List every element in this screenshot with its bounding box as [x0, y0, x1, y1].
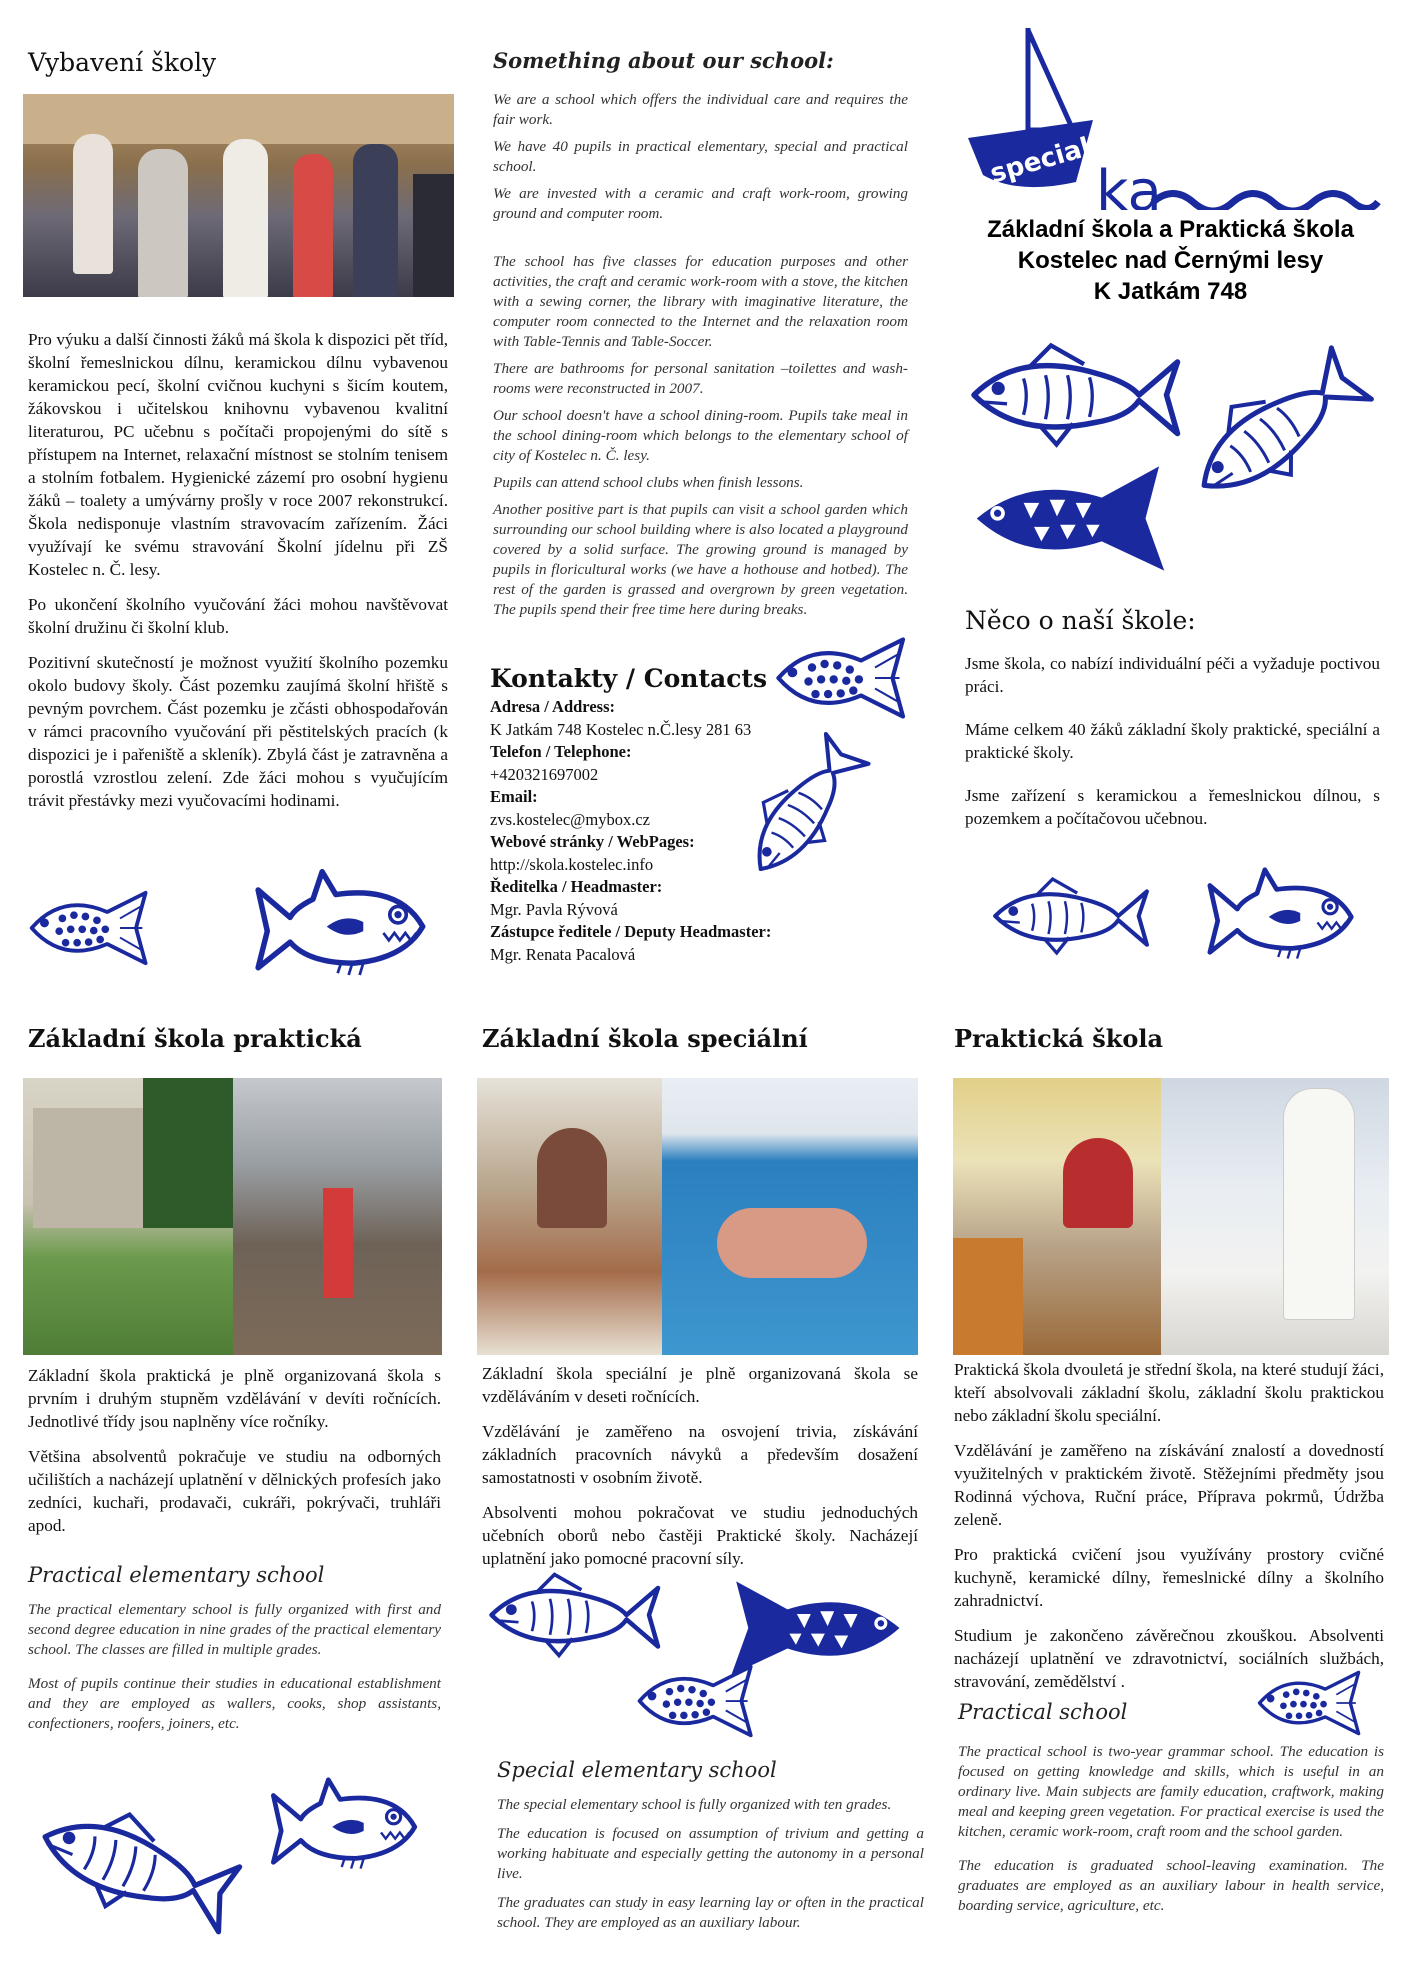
svg-text:ka: ka	[1096, 159, 1162, 210]
special-elementary-paragraph-3: Absolventi mohou pokračovat ve studiu jednoduchých učebních oborů nebo častěji Praktické školy. Nacházejí uplatnění jako pomocné pracovní síly.	[482, 1503, 918, 1568]
section-heading-practical-school: Praktická škola	[954, 1024, 1164, 1053]
photo-ceramics-and-pool	[477, 1078, 918, 1355]
practical-school-paragraph-1: Praktická škola dvouletá je střední škola, na které studují žáci, kteří absolvovali základní školu, základní školu praktickou nebo základní školu speciální.	[954, 1360, 1384, 1425]
web-label: Webové stránky / WebPages:	[490, 832, 695, 851]
fish-dark-icon	[958, 456, 1183, 581]
phone-label: Telefon / Telephone:	[490, 742, 632, 761]
headmaster-name: Mgr. Pavla Rývová	[490, 899, 618, 919]
facilities-en-paragraph-4: Pupils can attend school clubs when finish lessons.	[493, 474, 804, 491]
school-name-line-1: Základní škola a Praktická škola	[987, 216, 1354, 243]
about-en-paragraph-1: We are a school which offers the individual care and requires the fair work.	[493, 91, 908, 128]
facilities-en-paragraph-5: Another positive part is that pupils can visit a school garden which surrounding our school building where is also located a playground covered by a solid surface. The growing ground is managed by pupils in floricultural works (we have a hothouse and hotbed). The rest of the garden is grassed and overgrown by green vegetation. The pupils spend their free time here during breaks.	[493, 501, 908, 618]
section-heading-special-elementary-en: Special elementary school	[497, 1758, 777, 1782]
section-heading-practical-elementary-en: Practical elementary school	[28, 1563, 325, 1587]
practical-elementary-paragraph-2: Většina absolventů pokračuje ve studiu na odborných učilištích a nacházejí uplatnění v dělnických profesích jako zedníci, kuchaři, prodavači, cukráři, pokrývači, truhláři apod.	[28, 1447, 441, 1535]
special-elementary-paragraph-2: Vzdělávání je zaměřeno na osvojení trivia, získávání základních pracovních návyků a především dosažení samostatnosti v osobním životě.	[482, 1422, 918, 1487]
practical-school-paragraph-3: Pro praktická cvičení jsou využívány prostory cvičné kuchyně, keramické dílny, řemeslnické dílny a školního zahradnictví.	[954, 1545, 1384, 1610]
facilities-en-paragraph-2: There are bathrooms for personal sanitation –toilettes and wash-rooms were reconstructed in 2007.	[493, 360, 908, 397]
section-heading-equipment: Vybavení školy	[28, 48, 217, 77]
fish-dotted-icon	[770, 628, 910, 728]
facilities-en-paragraph-3: Our school doesn't have a school dining-room. Pupils take meal in the school dining-room which belongs to the elementary school of city of Kostelec n. Č. lesy.	[493, 407, 908, 464]
section-heading-practical-elementary: Základní škola praktická	[28, 1024, 362, 1053]
fish-striped-icon	[963, 340, 1183, 450]
school-name-line-3: K Jatkám 748	[1093, 278, 1248, 305]
phone-value: +420321697002	[490, 764, 599, 784]
about-cz-paragraph-3: Jsme zařízení s keramickou a řemeslnickou dílnou, s pozemkem a počítačovou učebnou.	[965, 786, 1380, 828]
section-heading-practical-school-en: Practical school	[958, 1700, 1128, 1724]
section-heading-special-elementary: Základní škola speciální	[482, 1024, 808, 1053]
special-elementary-en-paragraph-1: The special elementary school is fully organized with ten grades.	[497, 1796, 892, 1813]
equipment-paragraph-3: Pozitivní skutečností je možnost využití školního pozemku okolo budovy školy. Část pozemku zaujímá školní hřiště s pevným povrchem. Část pozemku je zčásti obhospodařován v rámci pracovního vyučování při pěstitelských pracích (k dispozici je i pařeniště a skleník). Zbylá část je zatravněna a porostlá vzrostlou zelení. Zde žáci mohou s vyučujícím trávit přestávky mezi vyučovacími hodinami.	[28, 653, 448, 810]
practical-school-paragraph-2: Vzdělávání je zaměřeno na získávání znalostí a dovedností využitelných v praktickém životě. Stěžejními předměty jsou Rodinná výchova, Ruční práce, Příprava pokrmů, Údržba zeleně.	[954, 1441, 1384, 1529]
about-en-paragraph-3: We are invested with a ceramic and craft work-room, growing ground and computer room.	[493, 185, 908, 222]
fish-piranha-icon	[258, 1768, 438, 1878]
email-label: Email:	[490, 787, 538, 806]
facilities-en-paragraph-1: The school has five classes for education purposes and other activities, the craft and ceramic work-room with a stove, the kitchen with a sewing corner, the library with imaginative literature, the computer room connected to the Internet and the relaxation room with Table-Tennis and Table-Soccer.	[493, 253, 908, 350]
fish-piranha-icon	[1192, 858, 1377, 968]
about-cz-paragraph-2: Máme celkem 40 žáků základní školy praktické, speciální a praktické školy.	[965, 720, 1380, 762]
practical-elementary-paragraph-1: Základní škola praktická je plně organizovaná škola s prvním i druhým stupněm vzdělávání v devíti ročnících. Jednotlivé třídy jsou naplněny více ročníky.	[28, 1366, 441, 1431]
fish-dotted-icon	[1246, 1664, 1371, 1742]
svg-text:special: special	[986, 132, 1094, 190]
email-link[interactable]: zvs.kostelec@mybox.cz	[490, 809, 650, 829]
fish-striped-icon	[480, 1570, 665, 1660]
practical-school-en-paragraph-1: The practical school is two-year grammar school. The education is focused on getting knowledge and skills, which is useful in an ordinary live. Main subjects are family education, craftwork, making meal and keeping green vegetation. For practical exercise is used the kitchen, ceramic work-room, craft room and the school garden.	[958, 1743, 1384, 1840]
photo-outdoor-work	[23, 1078, 442, 1355]
practical-elementary-en-paragraph-2: Most of pupils continue their studies in educational establishment and they are employed as wallers, cooks, shop assistants, confectioners, roofers, joiners, etc.	[28, 1675, 441, 1732]
fish-dotted-icon	[632, 1652, 757, 1750]
practical-school-en-paragraph-2: The education is graduated school-leaving examination. The graduates are employed as an auxiliary labour in health service, boarding service, agriculture, etc.	[958, 1857, 1384, 1914]
fish-piranha-icon	[238, 858, 452, 986]
section-heading-about-en: Something about our school:	[493, 48, 834, 73]
school-name-line-2: Kostelec nad Černými lesy	[1017, 247, 1324, 274]
fish-long-icon	[958, 875, 1180, 957]
practical-school-paragraph-4: Studium je zakončeno závěrečnou zkouškou. Absolventi nacházejí uplatnění ve zdravotnictví, sociálních službách, stravování, zemědělství .	[954, 1626, 1384, 1691]
equipment-paragraph-1: Pro výuku a další činnosti žáků má škola k dispozici pět tříd, školní řemeslnickou dílnu, keramickou dílnu vybavenou keramickou pecí, školní cvičnou kuchyni s šicím koutem, žákovskou i učitelskou knihovnu vybavenou kvalitní literaturou, PC učebnu s počítači propojenými do sítě s přístupem na Internet, relaxační místnost se stolním tenisem a stolním fotbalem. Hygienické zázemí pro osobní hygienu žáků – toalety a umývárny prošly v roce 2007 rekonstrukcí. Škola nedisponuje vlastním stravovacím zařízením. Žáci využívají ke svému stravování Školní jídelnu při ZŠ Kostelec n. Č. lesy.	[28, 330, 448, 579]
equipment-paragraph-2: Po ukončení školního vyučování žáci mohou navštěvovat školní družinu či školní klub.	[28, 595, 448, 637]
school-logo	[958, 20, 1383, 210]
web-link[interactable]: http://skola.kostelec.info	[490, 854, 654, 874]
deputy-label: Zástupce ředitele / Deputy Headmaster:	[490, 922, 772, 941]
deputy-name: Mgr. Renata Pacalová	[490, 944, 636, 964]
fish-dotted-icon	[24, 878, 152, 978]
special-elementary-paragraph-1: Základní škola speciální je plně organizovaná škola se vzděláváním v deseti ročnících.	[482, 1364, 918, 1406]
address-label: Adresa / Address:	[490, 697, 615, 716]
about-cz-paragraph-1: Jsme škola, co nabízí individuální péči a vyžaduje poctivou práci.	[965, 654, 1380, 696]
about-en-paragraph-2: We have 40 pupils in practical elementary, special and practical school.	[493, 138, 908, 175]
special-elementary-en-paragraph-2: The education is focused on assumption of trivium and getting a working habituate and especially getting the autonomy in a personal live.	[497, 1825, 924, 1882]
address-value: K Jatkám 748 Kostelec n.Č.lesy 281 63	[490, 719, 752, 739]
fish-diving-icon	[1165, 329, 1384, 531]
photo-craft-and-kitchen	[953, 1078, 1389, 1355]
practical-elementary-en-paragraph-1: The practical elementary school is fully organized with first and second degree education in nine grades of the practical elementary school. The classes are filled in multiple grades.	[28, 1601, 441, 1658]
special-elementary-en-paragraph-3: The graduates can study in easy learning lay or often in the practical school. They are employed as an auxiliary labour.	[497, 1894, 924, 1931]
fish-long-icon	[17, 1776, 254, 1955]
headmaster-label: Ředitelka / Headmaster:	[490, 877, 663, 896]
contacts-heading: Kontakty / Contacts	[490, 664, 768, 693]
section-heading-about-cz: Něco o naší škole:	[965, 606, 1196, 635]
photo-dancing-pupils	[23, 94, 454, 297]
